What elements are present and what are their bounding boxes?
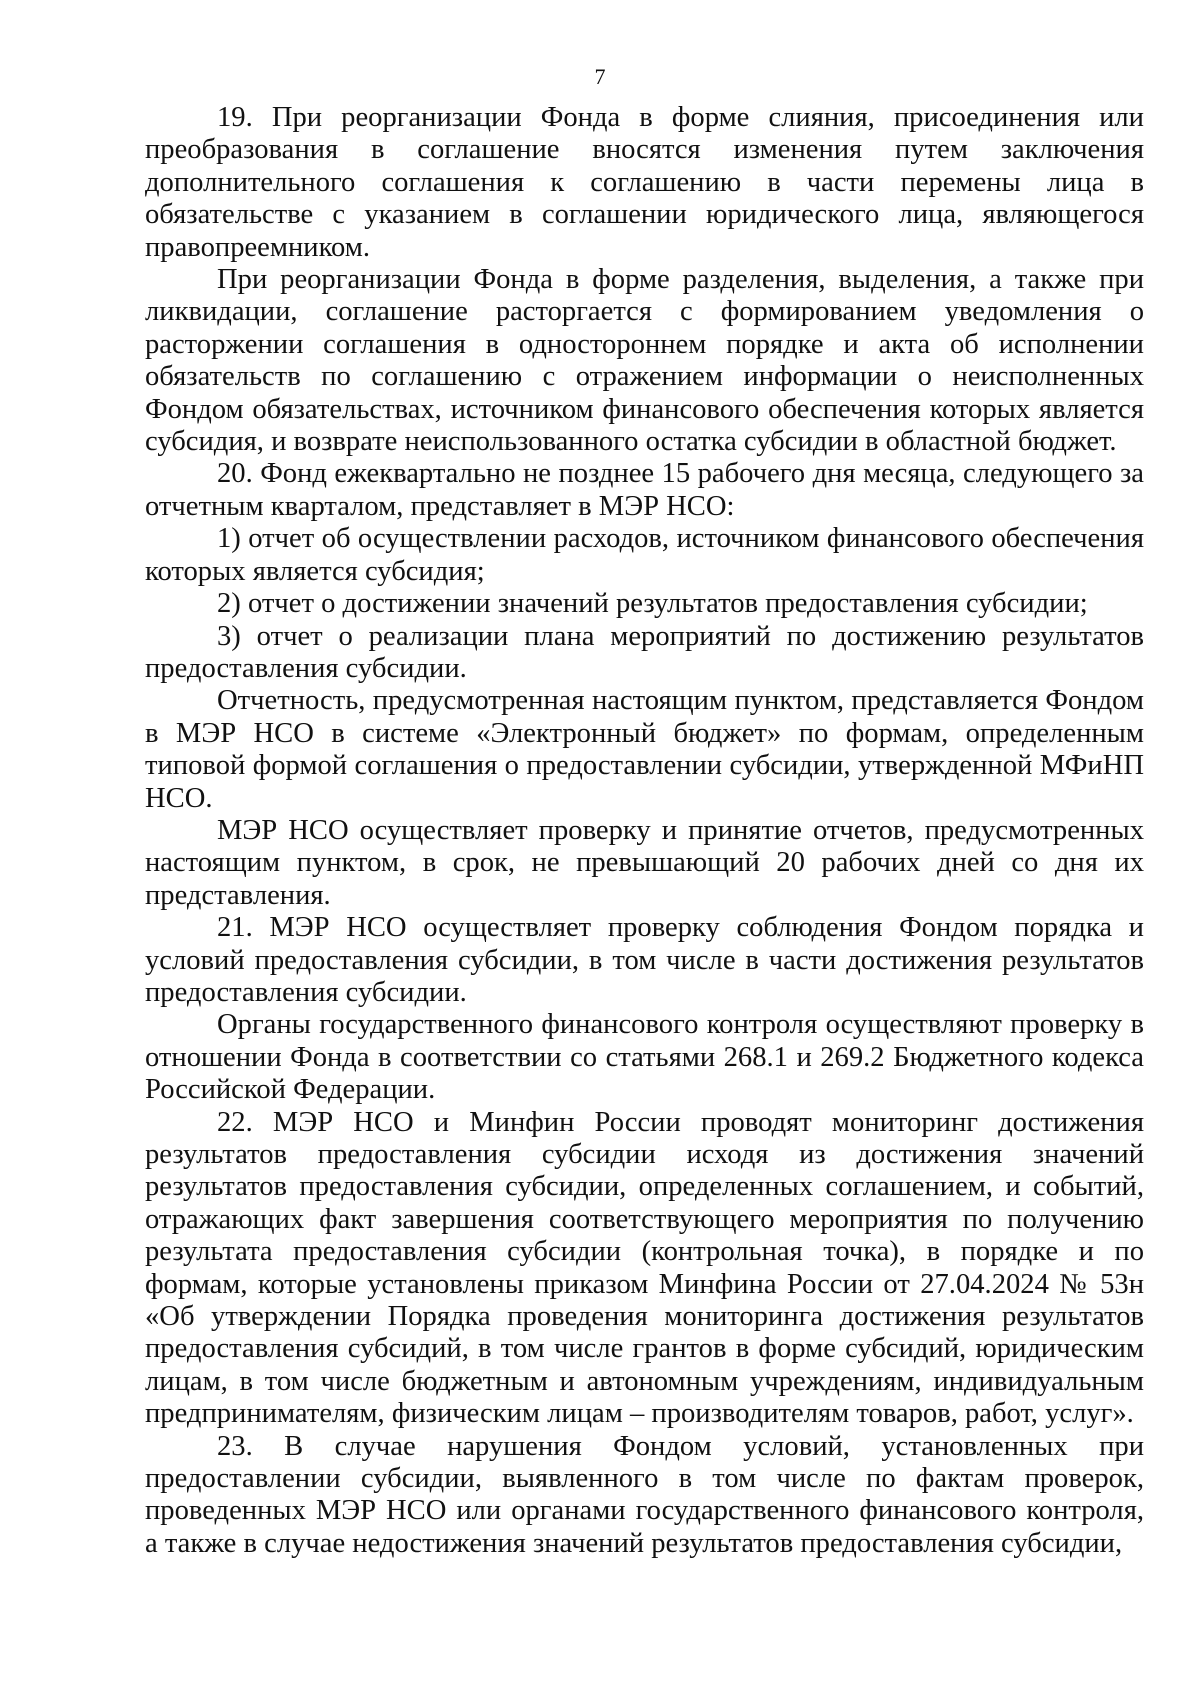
page-number: 7 — [594, 64, 606, 89]
paragraph-reorganization-division: При реорганизации Фонда в форме разделения, выделения, а также при ликвидации, соглашение расторгается с формированием уведомления о расторжении соглашения в одностороннем порядке и акта об исполнении обязательств по соглашению с отражением информации о неисполненных Фондом обязательствах, источником финансового обеспечения которых является субсидия, и возврате неиспользованного остатка субсидии в областной бюджет. — [145, 264, 1144, 458]
paragraph-reporting-forms: Отчетность, предусмотренная настоящим пунктом, представляется Фондом в МЭР НСО в системе «Электронный бюджет» по формам, определенным типовой формой соглашения о предоставлении субсидии, утвержденной МФиНП НСО. — [145, 685, 1144, 814]
paragraph-22-monitoring: 22. МЭР НСО и Минфин России проводят мониторинг достижения результатов предоставления субсидии исходя из достижения значений результатов предоставления субсидии, определенных соглашением, и событий, отражающих факт завершения соответствующего мероприятия по получению результата предоставления субсидии (контрольная точка), в порядке и по формам, которые установлены приказом Минфина России от 27.04.2024 № 53н «Об утверждении Порядка проведения мониторинга достижения результатов предоставления субсидий, в том числе грантов в форме субсидий, юридическим лицам, в том числе бюджетным и автономным учреждениям, индивидуальным предпринимателям, физическим лицам – производителям товаров, работ, услуг». — [145, 1106, 1144, 1430]
paragraph-21-compliance-check: 21. МЭР НСО осуществляет проверку соблюдения Фондом порядка и условий предоставления субсидии, в том числе в части достижения результатов предоставления субсидии. — [145, 912, 1144, 1008]
list-item-plan-report: 3) отчет о реализации плана мероприятий по достижению результатов предоставления субсидии. — [145, 620, 1144, 684]
list-item-expenses-report: 1) отчет об осуществлении расходов, источником финансового обеспечения которых является субсидия; — [145, 523, 1144, 587]
paragraph-19-reorganization: 19. При реорганизации Фонда в форме слияния, присоединения или преобразования в соглашение вносятся изменения путем заключения дополнительного соглашения к соглашению в части перемены лица в обязательстве с указанием в соглашении юридического лица, являющегося правопреемником. — [145, 102, 1144, 263]
paragraph-20-quarterly-report: 20. Фонд ежеквартально не позднее 15 рабочего дня месяца, следующего за отчетным кварталом, представляет в МЭР НСО: — [145, 458, 1144, 522]
paragraph-23-violation: 23. В случае нарушения Фондом условий, установленных при предоставлении субсидии, выявленного в том числе по фактам проверок, проведенных МЭР НСО или органами государственного финансового контроля, а также в случае недостижения значений результатов предоставления субсидии, — [145, 1430, 1144, 1559]
document-body — [145, 102, 1144, 1560]
paragraph-report-review: МЭР НСО осуществляет проверку и принятие отчетов, предусмотренных настоящим пунктом, в срок, не превышающий 20 рабочих дней со дня их представления. — [145, 814, 1144, 911]
list-item-results-report: 2) отчет о достижении значений результатов предоставления субсидии; — [217, 588, 1088, 620]
paragraph-financial-control: Органы государственного финансового контроля осуществляют проверку в отношении Фонда в соответствии со статьями 268.1 и 269.2 Бюджетного кодекса Российской Федерации. — [145, 1009, 1144, 1106]
